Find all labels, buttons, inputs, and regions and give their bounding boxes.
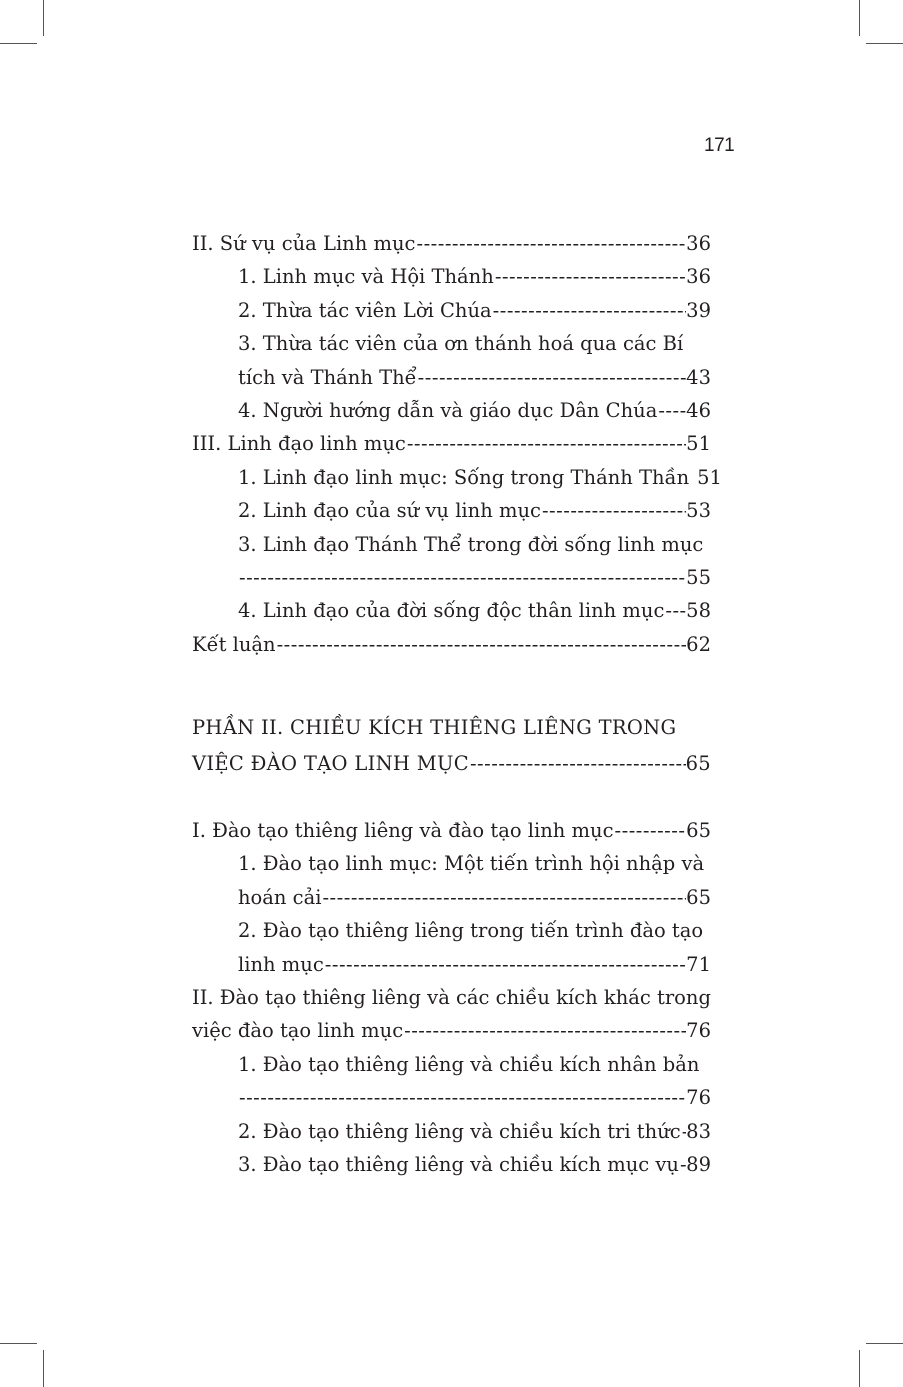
toc-line [192,427,711,460]
toc-entry[interactable] [192,981,711,1048]
toc-page-number: 46 [686,398,711,422]
toc-page-number: 65 [686,885,711,909]
dot-leader [415,227,686,260]
crop-mark-bottom-left-vertical [43,1350,44,1387]
toc-line [192,361,711,394]
toc-entry-title: 3. Linh đạo Thánh Thể trong đời sống linh mục [238,532,704,556]
dot-leader [238,561,686,594]
toc-entry-title: II. Sứ vụ của Linh mục [192,232,416,255]
toc-section-part-1 [192,227,722,661]
toc-line [192,294,711,327]
dot-leader [664,594,686,627]
toc-entry[interactable] [192,494,711,527]
toc-entry-title: Kết luận [192,632,276,656]
toc-entry-title: 2. Linh đạo của sứ vụ linh mục [238,499,541,523]
toc-entry-title: 1. Đào tạo linh mục: Một tiến trình hội nhập và [238,852,705,876]
toc-entry-title: 1. Linh đạo linh mục: Sống trong Thánh Thần [238,465,690,489]
dot-leader [469,746,686,782]
toc-entry[interactable] [192,260,711,293]
part-heading-title: PHẦN II. CHIỀU KÍCH THIÊNG LIÊNG TRONG [192,716,677,740]
toc-part-heading [192,710,711,782]
toc-entry[interactable] [192,914,711,981]
part-heading-line [192,710,711,746]
toc-section-part-2 [192,814,711,1181]
toc-page-number: 55 [686,565,711,589]
toc-line [192,981,711,1014]
toc-line [192,948,711,981]
toc-entry-title: III. Linh đạo linh mục [192,432,406,456]
dot-leader [417,361,687,394]
toc-page-number: 36 [686,265,711,289]
toc-page-number: 36 [686,232,711,255]
toc-entry-title: 2. Đào tạo thiêng liêng và chiều kích tri thức [238,1119,681,1143]
toc-entry-title: 1. Linh mục và Hội Thánh [238,265,494,289]
spacer [192,661,711,710]
toc-entry-title: hoán cải [238,885,322,909]
toc-line [192,461,722,494]
toc-page-number: 65 [686,819,711,843]
table-of-contents [192,227,722,1181]
toc-line [192,561,711,594]
toc-entry-title: 3. Đào tạo thiêng liêng và chiều kích mục vụ [238,1152,679,1176]
toc-entry-title: 2. Đào tạo thiêng liêng trong tiến trình đào tạo [238,919,704,943]
toc-entry-title: việc đào tạo linh mục [192,1019,404,1043]
toc-line [192,1115,711,1148]
toc-page-number: 62 [686,632,711,656]
dot-leader [657,394,686,427]
toc-entry-title: II. Đào tạo thiêng liêng và các chiều kích khác trong [192,986,711,1010]
crop-mark-top-left-horizontal [0,43,37,44]
toc-line [192,628,711,661]
toc-entry-title: linh mục [238,952,324,976]
toc-line [192,594,711,627]
toc-line [192,1081,711,1114]
toc-entry-title: 4. Linh đạo của đời sống độc thân linh mục [238,599,665,623]
part-heading-title: VIỆC ĐÀO TẠO LINH MỤC [192,752,469,776]
toc-entry-title: 2. Thừa tác viên Lời Chúa [238,298,492,322]
crop-mark-top-left-vertical [43,0,44,36]
toc-line [192,1014,711,1047]
dot-leader [238,1081,686,1114]
toc-entry[interactable] [192,427,711,460]
dot-leader [324,948,686,981]
toc-page-number: 51 [686,432,711,456]
toc-entry[interactable] [192,814,711,847]
toc-entry[interactable] [192,594,711,627]
toc-entry[interactable] [192,294,711,327]
spacer [192,782,711,814]
toc-line [192,494,711,527]
dot-leader [679,1148,686,1181]
dot-leader [403,1014,686,1047]
dot-leader [276,628,687,661]
toc-entry-title: tích và Thánh Thể [238,365,417,389]
toc-line [192,814,711,847]
toc-entry[interactable] [192,1115,711,1148]
dot-leader [321,881,686,914]
toc-line [192,394,711,427]
toc-page-number: 39 [686,298,711,322]
toc-page-number: 89 [686,1152,711,1176]
toc-line [192,1048,711,1081]
toc-entry[interactable] [192,227,711,260]
dot-leader [541,494,686,527]
toc-page-number: 76 [686,1086,711,1110]
toc-entry-title: I. Đào tạo thiêng liêng và đào tạo linh mục [192,819,614,843]
toc-entry[interactable] [192,327,711,394]
toc-page-number: 83 [686,1119,711,1143]
page-number: 171 [704,135,735,156]
part-heading-line [192,746,711,782]
toc-entry[interactable] [192,1148,711,1181]
toc-entry[interactable] [192,461,722,494]
crop-mark-bottom-right-horizontal [866,1343,903,1344]
crop-mark-top-right-vertical [859,0,860,36]
dot-leader [614,814,687,847]
toc-entry[interactable] [192,628,711,661]
toc-entry[interactable] [192,1048,711,1115]
crop-mark-bottom-right-vertical [859,1350,860,1387]
toc-line [192,260,711,293]
toc-entry[interactable] [192,394,711,427]
toc-entry-title: 1. Đào tạo thiêng liêng và chiều kích nhân bản [238,1052,700,1076]
crop-mark-bottom-left-horizontal [0,1343,37,1344]
toc-page-number: 53 [686,499,711,523]
crop-mark-top-right-horizontal [866,43,903,44]
toc-line [192,528,711,561]
toc-entry[interactable] [192,847,711,914]
toc-line [192,881,711,914]
dot-leader [406,427,686,460]
toc-page-number: 71 [686,952,711,976]
dot-leader [492,294,687,327]
dot-leader [494,260,686,293]
toc-page-number: 76 [686,1019,711,1043]
toc-line [192,914,711,947]
toc-entry-title: 3. Thừa tác viên của ơn thánh hoá qua các Bí [238,332,684,356]
toc-page-number: 43 [686,365,711,389]
toc-line [192,327,711,360]
toc-line [192,1148,711,1181]
toc-line [192,227,711,260]
toc-page-number: 58 [686,599,711,623]
toc-entry[interactable] [192,528,711,595]
toc-entry-title: 4. Người hướng dẫn và giáo dục Dân Chúa [238,398,658,422]
toc-line [192,847,711,880]
toc-page-number: 51 [697,465,722,489]
toc-page-number: 65 [685,752,711,776]
